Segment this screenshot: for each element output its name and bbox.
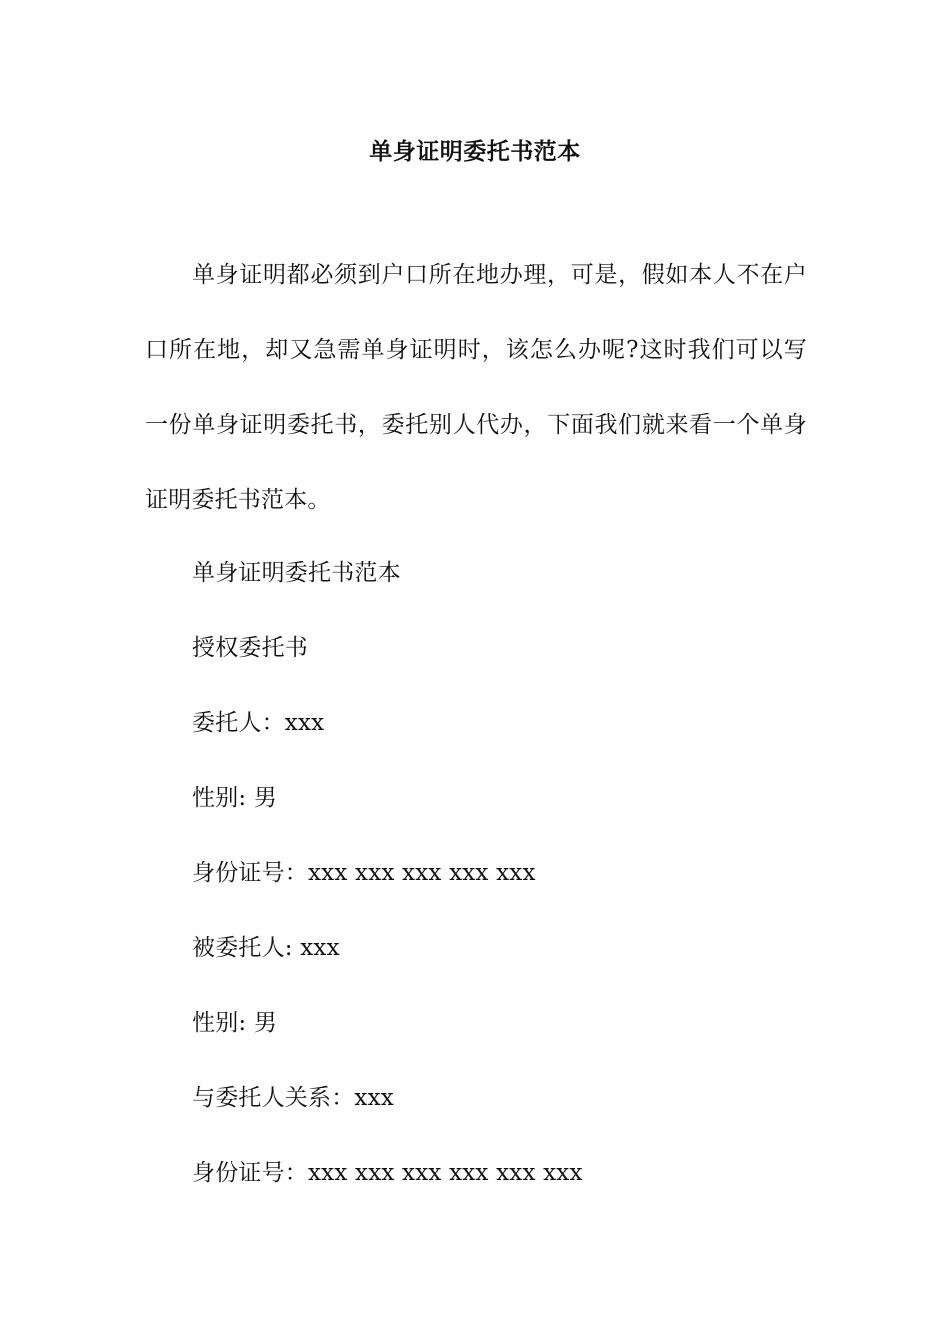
sample-heading: 单身证明委托书范本 xyxy=(192,560,401,586)
authorization-heading: 授权委托书 xyxy=(192,635,308,661)
agent-relationship: 与委托人关系：xxx xyxy=(192,1085,394,1111)
principal-gender: 性别: 男 xyxy=(192,785,278,811)
agent-gender: 性别: 男 xyxy=(192,1010,278,1036)
intro-paragraph: 单身证明都必须到户口所在地办理，可是，假如本人不在户口所在地，却又急需单身证明时，该怎么办呢?这时我们可以写一份单身证明委托书，委托别人代办，下面我们就来看一个单身证明委托书范本。 xyxy=(145,262,807,513)
agent-name: 被委托人: xxx xyxy=(192,935,340,961)
principal-id-number: 身份证号：xxx xxx xxx xxx xxx xyxy=(192,860,536,886)
document-title: 单身证明委托书范本 xyxy=(369,138,581,165)
agent-id-number: 身份证号：xxx xxx xxx xxx xxx xxx xyxy=(192,1160,583,1186)
letter-body xyxy=(192,536,812,1211)
principal-name: 委托人：xxx xyxy=(192,710,325,736)
